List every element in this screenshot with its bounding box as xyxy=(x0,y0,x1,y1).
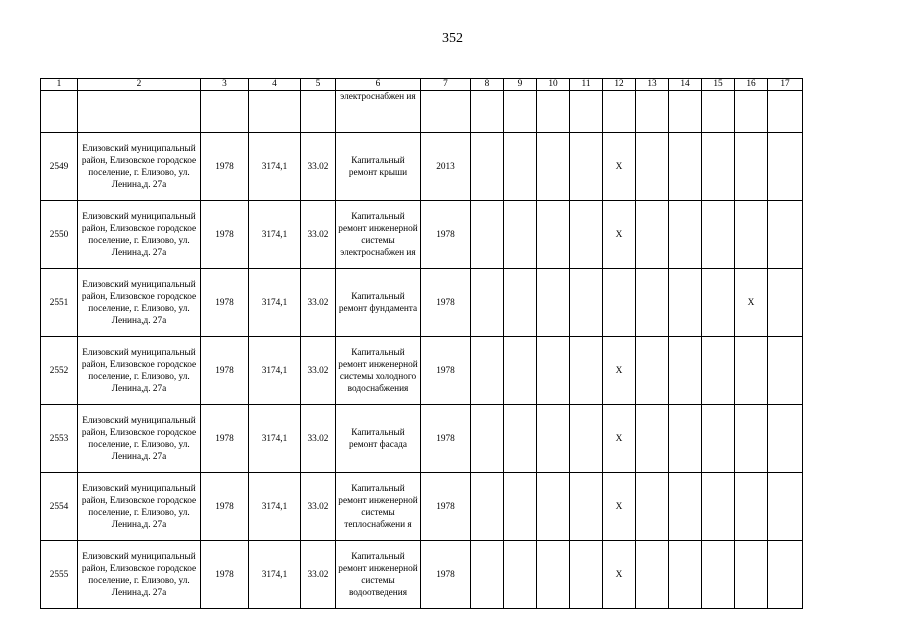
table-cell xyxy=(702,201,735,269)
table-cell xyxy=(471,91,504,133)
work-year-cell: 1978 xyxy=(421,337,471,405)
table-cell xyxy=(537,337,570,405)
table-cell xyxy=(669,541,702,609)
row-number-cell: 2553 xyxy=(41,405,78,473)
table-cell xyxy=(669,133,702,201)
mark-cell: X xyxy=(603,133,636,201)
code-cell: 33.02 xyxy=(301,201,336,269)
column-number: 9 xyxy=(504,79,537,91)
work-type-cell: Капитальный ремонт фундамента xyxy=(336,269,421,337)
work-year-cell: 1978 xyxy=(421,269,471,337)
address-cell: Елизовский муниципальный район, Елизовское городское поселение, г. Елизово, ул. Ленина,д. 27а xyxy=(78,133,201,201)
table-cell xyxy=(636,201,669,269)
table-cell xyxy=(636,91,669,133)
table-row xyxy=(41,473,803,541)
row-number-cell: 2552 xyxy=(41,337,78,405)
table-cell xyxy=(421,91,471,133)
table-cell xyxy=(471,541,504,609)
table-cell xyxy=(471,133,504,201)
build-year-cell: 1978 xyxy=(201,337,249,405)
column-number: 13 xyxy=(636,79,669,91)
table-cell xyxy=(504,269,537,337)
work-year-cell: 2013 xyxy=(421,133,471,201)
row-number-cell: 2551 xyxy=(41,269,78,337)
mark-cell xyxy=(735,201,768,269)
table-cell xyxy=(570,91,603,133)
table-row xyxy=(41,201,803,269)
address-cell: Елизовский муниципальный район, Елизовское городское поселение, г. Елизово, ул. Ленина,д. 27а xyxy=(78,269,201,337)
work-type-cell: Капитальный ремонт инженерной системы электроснабжен ия xyxy=(336,201,421,269)
mark-cell: X xyxy=(603,541,636,609)
table-cell xyxy=(570,337,603,405)
table-cell xyxy=(301,91,336,133)
table-cell xyxy=(471,201,504,269)
mark-cell: X xyxy=(603,337,636,405)
work-year-cell: 1978 xyxy=(421,201,471,269)
table-cell xyxy=(537,405,570,473)
table-cell xyxy=(570,541,603,609)
table-cell xyxy=(702,337,735,405)
table-row xyxy=(41,541,803,609)
area-cell: 3174,1 xyxy=(249,269,301,337)
area-cell: 3174,1 xyxy=(249,473,301,541)
mark-cell: X xyxy=(603,201,636,269)
mark-cell xyxy=(735,405,768,473)
column-number: 17 xyxy=(768,79,803,91)
column-number: 16 xyxy=(735,79,768,91)
column-number: 10 xyxy=(537,79,570,91)
code-cell: 33.02 xyxy=(301,133,336,201)
table-cell xyxy=(768,405,803,473)
mark-cell xyxy=(603,269,636,337)
table-cell xyxy=(768,541,803,609)
area-cell: 3174,1 xyxy=(249,541,301,609)
table-cell xyxy=(78,91,201,133)
column-number: 2 xyxy=(78,79,201,91)
table-cell xyxy=(537,473,570,541)
table-row xyxy=(41,269,803,337)
table-cell xyxy=(636,133,669,201)
column-number: 5 xyxy=(301,79,336,91)
build-year-cell: 1978 xyxy=(201,473,249,541)
table-cell xyxy=(636,541,669,609)
table-cell xyxy=(636,337,669,405)
table-cell xyxy=(504,133,537,201)
build-year-cell: 1978 xyxy=(201,269,249,337)
table-cell xyxy=(537,133,570,201)
mark-cell xyxy=(735,133,768,201)
build-year-cell: 1978 xyxy=(201,201,249,269)
table-cell xyxy=(603,91,636,133)
area-cell: 3174,1 xyxy=(249,405,301,473)
code-cell: 33.02 xyxy=(301,269,336,337)
code-cell: 33.02 xyxy=(301,337,336,405)
mark-cell xyxy=(735,541,768,609)
mark-cell: X xyxy=(603,405,636,473)
table-cell xyxy=(570,133,603,201)
column-number: 8 xyxy=(471,79,504,91)
table-cell xyxy=(702,405,735,473)
work-year-cell: 1978 xyxy=(421,405,471,473)
mark-cell xyxy=(735,337,768,405)
area-cell: 3174,1 xyxy=(249,337,301,405)
table-cell xyxy=(636,405,669,473)
table-cell xyxy=(669,201,702,269)
address-cell: Елизовский муниципальный район, Елизовское городское поселение, г. Елизово, ул. Ленина,д. 27а xyxy=(78,337,201,405)
table-cell xyxy=(504,473,537,541)
code-cell: 33.02 xyxy=(301,541,336,609)
table-cell xyxy=(504,541,537,609)
table-cell xyxy=(636,473,669,541)
table-cell xyxy=(537,269,570,337)
table-cell xyxy=(702,133,735,201)
column-number: 4 xyxy=(249,79,301,91)
table-row xyxy=(41,337,803,405)
row-number-cell: 2550 xyxy=(41,201,78,269)
mark-cell: X xyxy=(735,269,768,337)
page-number: 352 xyxy=(442,31,463,46)
table-cell xyxy=(570,269,603,337)
build-year-cell: 1978 xyxy=(201,133,249,201)
column-number: 1 xyxy=(41,79,78,91)
table-cell xyxy=(201,91,249,133)
continuation-row xyxy=(41,91,803,133)
table-cell xyxy=(669,405,702,473)
table-cell xyxy=(471,405,504,473)
register-table xyxy=(40,78,803,609)
row-number-cell: 2549 xyxy=(41,133,78,201)
table-cell xyxy=(504,405,537,473)
work-type-cell: электроснабжен ия xyxy=(336,91,421,133)
table-cell xyxy=(702,269,735,337)
column-number: 6 xyxy=(336,79,421,91)
build-year-cell: 1978 xyxy=(201,405,249,473)
table-cell xyxy=(702,473,735,541)
table-cell xyxy=(537,201,570,269)
address-cell: Елизовский муниципальный район, Елизовское городское поселение, г. Елизово, ул. Ленина,д. 27а xyxy=(78,405,201,473)
table-cell xyxy=(669,269,702,337)
table-cell xyxy=(768,91,803,133)
table-cell xyxy=(471,269,504,337)
table-cell xyxy=(702,91,735,133)
table-cell xyxy=(768,201,803,269)
table-cell xyxy=(768,473,803,541)
table-cell xyxy=(471,473,504,541)
mark-cell: X xyxy=(603,473,636,541)
table-cell xyxy=(249,91,301,133)
table-cell xyxy=(570,201,603,269)
table-cell xyxy=(471,337,504,405)
column-number: 3 xyxy=(201,79,249,91)
address-cell: Елизовский муниципальный район, Елизовское городское поселение, г. Елизово, ул. Ленина,д. 27а xyxy=(78,201,201,269)
code-cell: 33.02 xyxy=(301,473,336,541)
work-type-cell: Капитальный ремонт инженерной системы холодного водоснабжения xyxy=(336,337,421,405)
table-cell xyxy=(504,337,537,405)
table-cell xyxy=(570,473,603,541)
work-type-cell: Капитальный ремонт фасада xyxy=(336,405,421,473)
work-type-cell: Капитальный ремонт инженерной системы теплоснабжени я xyxy=(336,473,421,541)
table-cell xyxy=(537,541,570,609)
column-number: 15 xyxy=(702,79,735,91)
table-cell xyxy=(504,91,537,133)
row-number-cell: 2555 xyxy=(41,541,78,609)
table-row xyxy=(41,133,803,201)
table-cell xyxy=(768,269,803,337)
table-cell xyxy=(768,337,803,405)
work-year-cell: 1978 xyxy=(421,541,471,609)
column-number: 12 xyxy=(603,79,636,91)
area-cell: 3174,1 xyxy=(249,201,301,269)
table-cell xyxy=(504,201,537,269)
table-cell xyxy=(768,133,803,201)
work-year-cell: 1978 xyxy=(421,473,471,541)
mark-cell xyxy=(735,473,768,541)
build-year-cell: 1978 xyxy=(201,541,249,609)
work-type-cell: Капитальный ремонт инженерной системы водоотведения xyxy=(336,541,421,609)
row-number-cell: 2554 xyxy=(41,473,78,541)
column-number-row xyxy=(41,79,803,91)
address-cell: Елизовский муниципальный район, Елизовское городское поселение, г. Елизово, ул. Ленина,д. 27а xyxy=(78,541,201,609)
table-cell xyxy=(570,405,603,473)
table-cell xyxy=(702,541,735,609)
table-cell xyxy=(669,91,702,133)
table-cell xyxy=(669,473,702,541)
column-number: 7 xyxy=(421,79,471,91)
address-cell: Елизовский муниципальный район, Елизовское городское поселение, г. Елизово, ул. Ленина,д. 27а xyxy=(78,473,201,541)
code-cell: 33.02 xyxy=(301,405,336,473)
table-cell xyxy=(537,91,570,133)
column-number: 11 xyxy=(570,79,603,91)
table-cell xyxy=(636,269,669,337)
column-number: 14 xyxy=(669,79,702,91)
work-type-cell: Капитальный ремонт крыши xyxy=(336,133,421,201)
table-cell xyxy=(735,91,768,133)
table-row xyxy=(41,405,803,473)
table-cell xyxy=(669,337,702,405)
area-cell: 3174,1 xyxy=(249,133,301,201)
table-cell xyxy=(41,91,78,133)
